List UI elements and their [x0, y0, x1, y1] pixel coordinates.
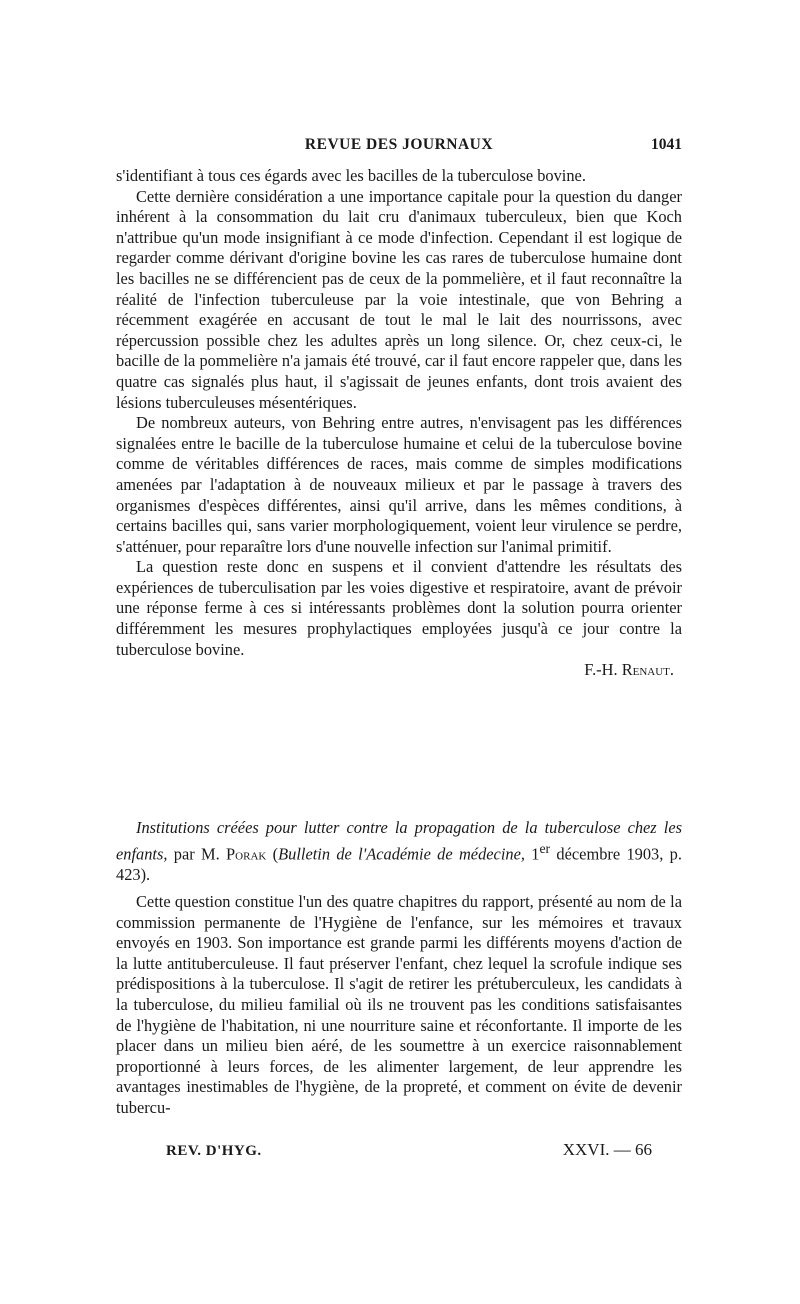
- paragraph: Cette dernière considération a une importance capitale pour la question du danger inhérent à la consommation du lait cru d'animaux tuberculeux, bien que Koch n'attribue qu'un mode insignifiant à ce mode d'infection. Cependant il est logique de regarder comme dérivant d'origine bovine les cas rares de tuberculose humaine dont les bacilles ne se différencient pas de ceux de la pommelière, et il faut reconnaître la réalité de l'infection tuberculeuse par la voie intestinale, que von Behring a récemment exagérée en accusant de tout le mal le lait des nourrissons, avec répercussion possible chez les adultes après un long silence. Or, chez ceux-ci, le bacille de la pommelière n'a jamais été trouvé, car il faut encore rappeler que, dans les quatre cas signalés plus haut, il s'agissait de jeunes enfants, dont trois avaient des lésions tuberculeuses mésentériques.: [116, 186, 682, 412]
- running-title: REVUE DES JOURNAUX: [304, 136, 494, 153]
- paragraph: De nombreux auteurs, von Behring entre autres, n'envisagent pas les différences signalées entre le bacille de la tuberculose humaine et celui de la tuberculose bovine comme de véritables différences de races, mais comme de simples modifications amenées par l'adaptation à de nouveaux milieux et par le passage à travers des organismes d'espèces différentes, ainsi qu'il arrive, dans les mêmes conditions, à certains bacilles qui, sans varier morphologiquement, voient leur virulence se perdre, s'atténuer, pour reparaître lors d'une nouvelle infection sur l'animal primitif.: [116, 413, 682, 556]
- sheet-signature: XXVI. — 66: [562, 1140, 652, 1159]
- running-head: [116, 136, 682, 158]
- article-2-body: [116, 892, 682, 1119]
- article-1-body: [116, 166, 682, 681]
- date-superscript: er: [539, 840, 551, 856]
- page-footer: [166, 1140, 652, 1164]
- page-number: 1041: [651, 136, 682, 153]
- article-title: Institutions créées pour lutter contre la propagation de la tuberculose chez les enfants,: [116, 818, 682, 864]
- article-author: Porak: [226, 844, 267, 864]
- paragraph: Cette question constitue l'un des quatre chapitres du rapport, présenté au nom de la commission permanente de l'Hygiène de l'enfance, sur les mémoires et travaux envoyés en 1903. Son importance est grande parmi les différents moyens d'action de la lutte antituberculeuse. Il faut préserver l'enfant, chez lequel la scrofule indique ses prédispositions à la tuberculose. Il s'agit de retirer les prétuberculeux, les candidats à la tuberculose, du milieu familial où ils ne trouvent pas les conditions satisfaisantes de l'hygiène de l'habitation, ni une nourriture saine et réconfortante. Il importe de les placer dans un milieu bien aéré, de les soumettre à un exercice raisonnablement proportionné à leurs forces, de les alimenter largement, de leur apprendre les avantages inestimables de l'hygiène, de la propreté, et comment on évite de devenir tubercu-: [116, 892, 682, 1117]
- journal-abbreviation: REV. D'HYG.: [166, 1143, 262, 1159]
- author-signature: [116, 660, 674, 681]
- article-source: Bulletin de l'Académie de médecine,: [278, 844, 525, 864]
- date-rest: décembre 1903, p. 423: [116, 844, 682, 884]
- byline-prefix: par M.: [173, 844, 220, 864]
- date-number: 1: [531, 844, 540, 864]
- paragraph: s'identifiant à tous ces égards avec les bacilles de la tuberculose bovine.: [116, 166, 586, 185]
- signature-initials: F.-H.: [584, 660, 618, 680]
- article-2-heading: Institutions créées pour lutter contre la propagation de la tuberculose chez les enfants, par M. Porak (Bulletin de l'Académie de médecine, 1er décembre 1903, p. 423).: [116, 818, 682, 884]
- paragraph: La question reste donc en suspens et il convient d'attendre les résultats des expériences de tuberculisation par les voies digestive et respiratoire, avant de prévoir une réponse ferme à ces si intéressants problèmes dont la solution pourra orienter différemment les mesures prophylactiques employées jusqu'à ce jour contre la tuberculose bovine.: [116, 557, 682, 659]
- signature-name: Renaut.: [621, 660, 674, 680]
